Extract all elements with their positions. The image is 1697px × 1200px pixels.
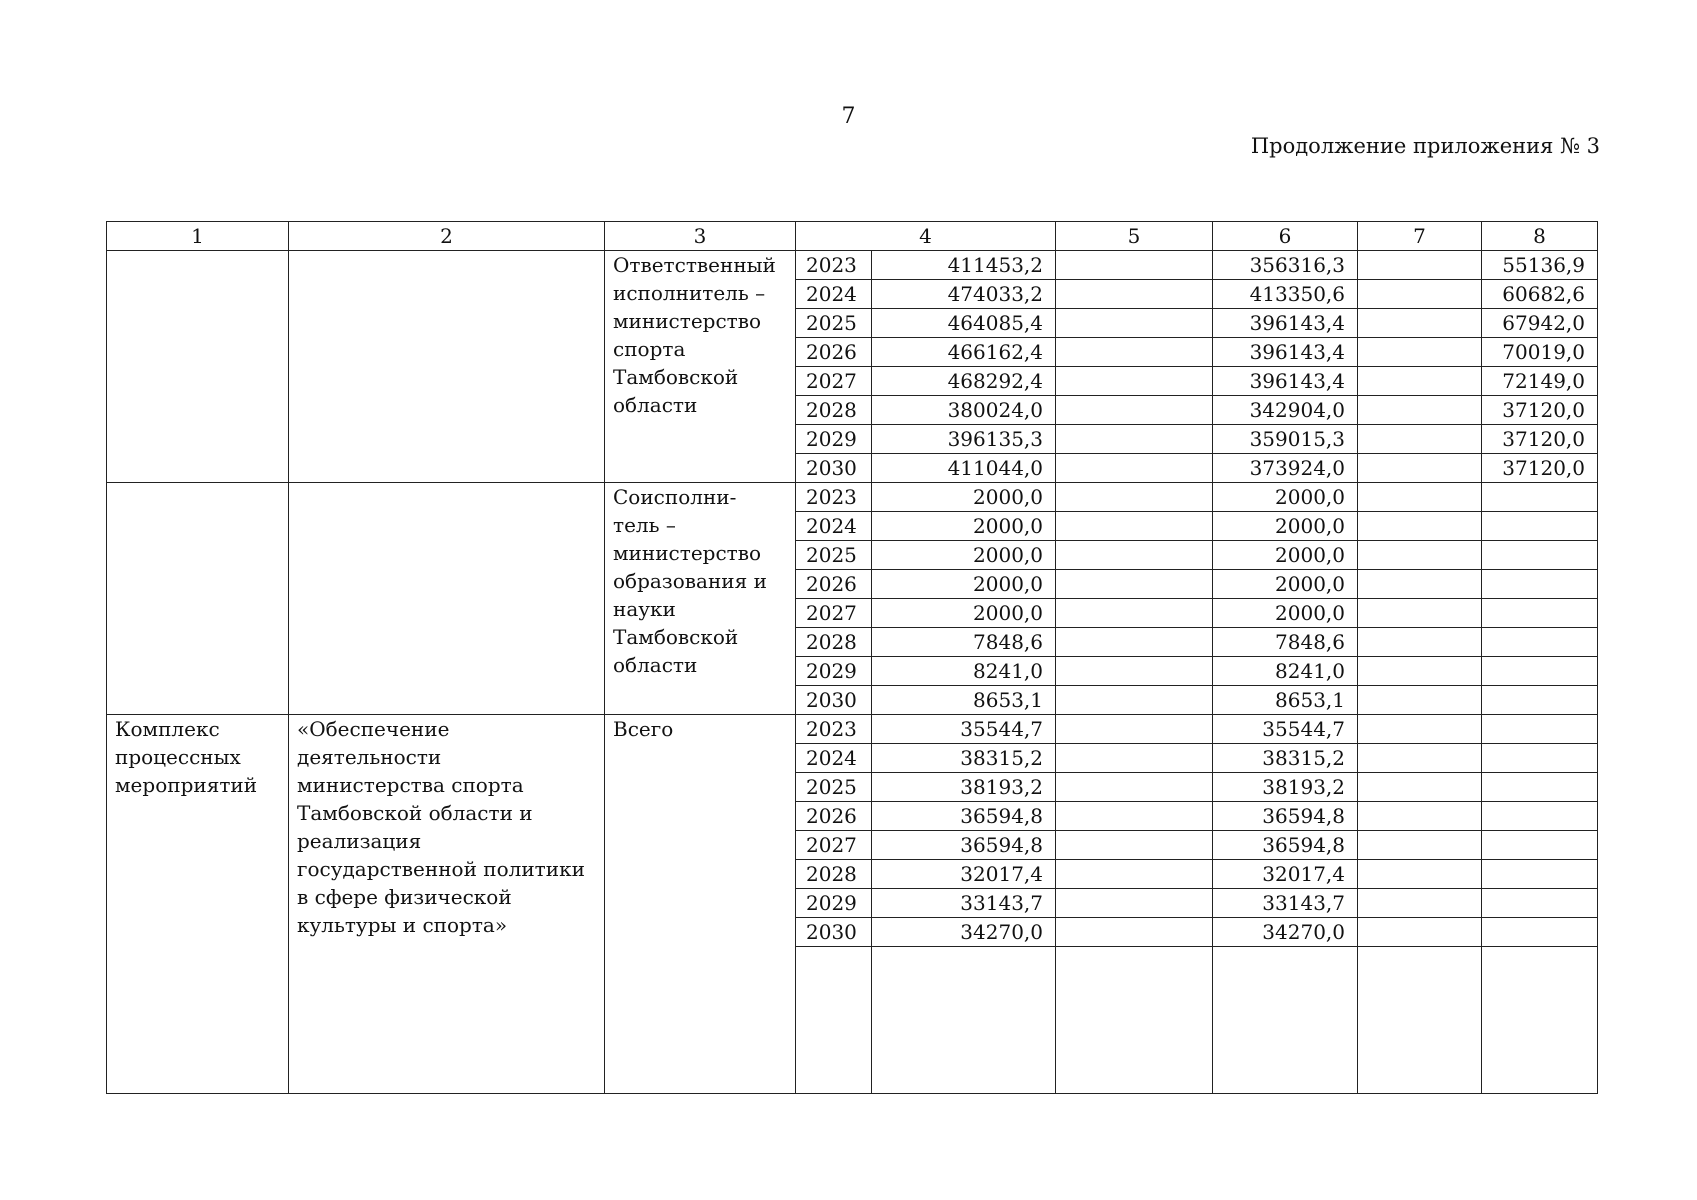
total-value-cell: 36594,8 xyxy=(872,802,1056,831)
column-5-cell xyxy=(1056,918,1213,947)
empty-cell xyxy=(796,947,872,1094)
column-5-cell xyxy=(1056,483,1213,512)
year-cell: 2024 xyxy=(796,512,872,541)
table-row xyxy=(107,483,1598,512)
year-cell: 2026 xyxy=(796,338,872,367)
column-6-cell: 373924,0 xyxy=(1213,454,1358,483)
column-5-cell xyxy=(1056,599,1213,628)
column-header-1: 1 xyxy=(107,222,289,251)
column-8-cell: 37120,0 xyxy=(1482,425,1598,454)
table-row xyxy=(107,715,1598,744)
column-6-cell: 7848,6 xyxy=(1213,628,1358,657)
column-header-4: 4 xyxy=(796,222,1056,251)
year-cell: 2024 xyxy=(796,280,872,309)
column-8-cell xyxy=(1482,715,1598,744)
column-7-cell xyxy=(1358,541,1482,570)
total-value-cell: 38193,2 xyxy=(872,773,1056,802)
column-6-cell: 356316,3 xyxy=(1213,251,1358,280)
year-cell: 2023 xyxy=(796,715,872,744)
column-8-cell: 37120,0 xyxy=(1482,396,1598,425)
column-7-cell xyxy=(1358,280,1482,309)
year-cell: 2028 xyxy=(796,396,872,425)
column-7-cell xyxy=(1358,570,1482,599)
column-6-cell: 396143,4 xyxy=(1213,367,1358,396)
table-header-row xyxy=(107,222,1598,251)
column-header-8: 8 xyxy=(1482,222,1598,251)
year-cell: 2027 xyxy=(796,831,872,860)
column-7-cell xyxy=(1358,889,1482,918)
column-5-cell xyxy=(1056,396,1213,425)
column-8-cell xyxy=(1482,831,1598,860)
empty-cell xyxy=(872,947,1056,1094)
executor-cell-line: науки xyxy=(613,597,676,621)
year-cell: 2030 xyxy=(796,686,872,715)
total-value-cell: 2000,0 xyxy=(872,512,1056,541)
column-7-cell xyxy=(1358,628,1482,657)
column-8-cell xyxy=(1482,483,1598,512)
program-name-cell-line: министерства спорта xyxy=(297,773,524,797)
column-5-cell xyxy=(1056,309,1213,338)
column-8-cell xyxy=(1482,628,1598,657)
column-5-cell xyxy=(1056,367,1213,396)
column-6-cell: 32017,4 xyxy=(1213,860,1358,889)
column-5-cell xyxy=(1056,860,1213,889)
total-value-cell: 380024,0 xyxy=(872,396,1056,425)
column-5-cell xyxy=(1056,628,1213,657)
page-number: 7 xyxy=(841,104,856,129)
column-8-cell xyxy=(1482,802,1598,831)
column-8-cell xyxy=(1482,860,1598,889)
total-value-cell: 468292,4 xyxy=(872,367,1056,396)
column-5-cell xyxy=(1056,715,1213,744)
column-8-cell xyxy=(1482,599,1598,628)
total-value-cell: 7848,6 xyxy=(872,628,1056,657)
column-5-cell xyxy=(1056,512,1213,541)
year-cell: 2023 xyxy=(796,251,872,280)
column-5-cell xyxy=(1056,425,1213,454)
program-name-cell xyxy=(289,715,605,1094)
empty-cell xyxy=(1056,947,1213,1094)
budget-table xyxy=(106,221,1598,1094)
column-6-cell: 2000,0 xyxy=(1213,541,1358,570)
year-cell: 2026 xyxy=(796,570,872,599)
column-6-cell: 34270,0 xyxy=(1213,918,1358,947)
column-8-cell: 37120,0 xyxy=(1482,454,1598,483)
column-8-cell xyxy=(1482,744,1598,773)
table-row xyxy=(107,251,1598,280)
column-8-cell: 67942,0 xyxy=(1482,309,1598,338)
year-cell: 2028 xyxy=(796,628,872,657)
column-7-cell xyxy=(1358,454,1482,483)
section-type-cell-line: процессных xyxy=(115,745,241,769)
column-7-cell xyxy=(1358,715,1482,744)
executor-cell xyxy=(605,483,796,715)
column-7-cell xyxy=(1358,802,1482,831)
year-cell: 2024 xyxy=(796,744,872,773)
column-header-2: 2 xyxy=(289,222,605,251)
program-name-cell-line: в сфере физической xyxy=(297,885,512,909)
column-6-cell: 2000,0 xyxy=(1213,512,1358,541)
empty-cell xyxy=(1482,947,1598,1094)
year-cell: 2025 xyxy=(796,541,872,570)
column-6-cell: 35544,7 xyxy=(1213,715,1358,744)
executor-cell xyxy=(605,715,796,1094)
column-7-cell xyxy=(1358,918,1482,947)
year-cell: 2026 xyxy=(796,802,872,831)
column-5-cell xyxy=(1056,686,1213,715)
column-header-6: 6 xyxy=(1213,222,1358,251)
column-6-cell: 2000,0 xyxy=(1213,599,1358,628)
empty-cell xyxy=(1213,947,1358,1094)
total-value-cell: 2000,0 xyxy=(872,599,1056,628)
column-6-cell: 359015,3 xyxy=(1213,425,1358,454)
column-6-cell: 2000,0 xyxy=(1213,570,1358,599)
program-name-cell-line: культуры и спорта» xyxy=(297,913,508,937)
column-header-3: 3 xyxy=(605,222,796,251)
total-value-cell: 2000,0 xyxy=(872,483,1056,512)
column-7-cell xyxy=(1358,686,1482,715)
column-8-cell xyxy=(1482,686,1598,715)
executor-cell-line: образования и xyxy=(613,569,767,593)
column-7-cell xyxy=(1358,599,1482,628)
total-value-cell: 474033,2 xyxy=(872,280,1056,309)
column-6-cell: 36594,8 xyxy=(1213,831,1358,860)
year-cell: 2030 xyxy=(796,454,872,483)
total-value-cell: 464085,4 xyxy=(872,309,1056,338)
column-7-cell xyxy=(1358,396,1482,425)
column-7-cell xyxy=(1358,744,1482,773)
total-value-cell: 2000,0 xyxy=(872,541,1056,570)
total-value-cell: 2000,0 xyxy=(872,570,1056,599)
total-value-cell: 8241,0 xyxy=(872,657,1056,686)
column-6-cell: 342904,0 xyxy=(1213,396,1358,425)
total-value-cell: 36594,8 xyxy=(872,831,1056,860)
column-6-cell: 396143,4 xyxy=(1213,338,1358,367)
executor-cell-line: Соисполни- xyxy=(613,485,737,509)
executor-cell-line: области xyxy=(613,393,698,417)
table-body xyxy=(107,251,1598,1094)
column-8-cell: 70019,0 xyxy=(1482,338,1598,367)
program-name-cell-line: Тамбовской области и xyxy=(297,801,533,825)
column-7-cell xyxy=(1358,512,1482,541)
column-7-cell xyxy=(1358,251,1482,280)
total-value-cell: 411453,2 xyxy=(872,251,1056,280)
program-name-cell-line: «Обеспечение xyxy=(297,717,450,741)
executor-cell-line: спорта xyxy=(613,337,686,361)
column-5-cell xyxy=(1056,338,1213,367)
year-cell: 2023 xyxy=(796,483,872,512)
total-value-cell: 34270,0 xyxy=(872,918,1056,947)
program-name-cell-line: государственной политики xyxy=(297,857,585,881)
column-5-cell xyxy=(1056,831,1213,860)
total-value-cell: 38315,2 xyxy=(872,744,1056,773)
column-8-cell xyxy=(1482,657,1598,686)
section-type-cell-line: Комплекс xyxy=(115,717,220,741)
column-5-cell xyxy=(1056,744,1213,773)
column-6-cell: 396143,4 xyxy=(1213,309,1358,338)
column-5-cell xyxy=(1056,251,1213,280)
total-value-cell: 32017,4 xyxy=(872,860,1056,889)
column-7-cell xyxy=(1358,831,1482,860)
program-name-cell-line: реализация xyxy=(297,829,422,853)
column-5-cell xyxy=(1056,454,1213,483)
column-8-cell xyxy=(1482,773,1598,802)
section-type-cell xyxy=(107,715,289,1094)
column-5-cell xyxy=(1056,541,1213,570)
column-6-cell: 38315,2 xyxy=(1213,744,1358,773)
column-7-cell xyxy=(1358,367,1482,396)
column-6-cell: 413350,6 xyxy=(1213,280,1358,309)
column-7-cell xyxy=(1358,425,1482,454)
executor-cell-line: Тамбовской xyxy=(613,625,739,649)
year-cell: 2029 xyxy=(796,657,872,686)
column-header-7: 7 xyxy=(1358,222,1482,251)
column-5-cell xyxy=(1056,280,1213,309)
year-cell: 2027 xyxy=(796,599,872,628)
column-7-cell xyxy=(1358,657,1482,686)
year-cell: 2030 xyxy=(796,918,872,947)
year-cell: 2028 xyxy=(796,860,872,889)
year-cell: 2027 xyxy=(796,367,872,396)
total-value-cell: 411044,0 xyxy=(872,454,1056,483)
column-5-cell xyxy=(1056,570,1213,599)
column-6-cell: 2000,0 xyxy=(1213,483,1358,512)
executor-cell-line: Ответственный xyxy=(613,253,776,277)
program-name-cell xyxy=(289,483,605,715)
section-type-cell xyxy=(107,251,289,483)
executor-cell-line: Всего xyxy=(613,717,674,741)
program-name-cell xyxy=(289,251,605,483)
year-cell: 2029 xyxy=(796,425,872,454)
executor-cell xyxy=(605,251,796,483)
column-8-cell xyxy=(1482,541,1598,570)
column-6-cell: 38193,2 xyxy=(1213,773,1358,802)
total-value-cell: 466162,4 xyxy=(872,338,1056,367)
executor-cell-line: министерство xyxy=(613,309,762,333)
year-cell: 2029 xyxy=(796,889,872,918)
column-7-cell xyxy=(1358,773,1482,802)
total-value-cell: 33143,7 xyxy=(872,889,1056,918)
executor-cell-line: министерство xyxy=(613,541,762,565)
empty-cell xyxy=(1358,947,1482,1094)
column-8-cell: 60682,6 xyxy=(1482,280,1598,309)
column-6-cell: 33143,7 xyxy=(1213,889,1358,918)
executor-cell-line: области xyxy=(613,653,698,677)
executor-cell-line: тель – xyxy=(613,513,676,537)
column-8-cell: 72149,0 xyxy=(1482,367,1598,396)
total-value-cell: 8653,1 xyxy=(872,686,1056,715)
year-cell: 2025 xyxy=(796,773,872,802)
column-7-cell xyxy=(1358,860,1482,889)
column-header-5: 5 xyxy=(1056,222,1213,251)
total-value-cell: 396135,3 xyxy=(872,425,1056,454)
column-8-cell xyxy=(1482,512,1598,541)
column-8-cell xyxy=(1482,918,1598,947)
column-7-cell xyxy=(1358,338,1482,367)
executor-cell-line: исполнитель – xyxy=(613,281,766,305)
executor-cell-line: Тамбовской xyxy=(613,365,739,389)
appendix-continuation-label: Продолжение приложения № 3 xyxy=(1250,134,1600,158)
total-value-cell: 35544,7 xyxy=(872,715,1056,744)
column-8-cell: 55136,9 xyxy=(1482,251,1598,280)
column-5-cell xyxy=(1056,657,1213,686)
section-type-cell xyxy=(107,483,289,715)
column-5-cell xyxy=(1056,889,1213,918)
column-7-cell xyxy=(1358,309,1482,338)
column-6-cell: 36594,8 xyxy=(1213,802,1358,831)
program-name-cell-line: деятельности xyxy=(297,745,442,769)
column-7-cell xyxy=(1358,483,1482,512)
column-5-cell xyxy=(1056,773,1213,802)
column-5-cell xyxy=(1056,802,1213,831)
column-8-cell xyxy=(1482,889,1598,918)
section-type-cell-line: мероприятий xyxy=(115,773,258,797)
year-cell: 2025 xyxy=(796,309,872,338)
column-6-cell: 8241,0 xyxy=(1213,657,1358,686)
column-8-cell xyxy=(1482,570,1598,599)
column-6-cell: 8653,1 xyxy=(1213,686,1358,715)
